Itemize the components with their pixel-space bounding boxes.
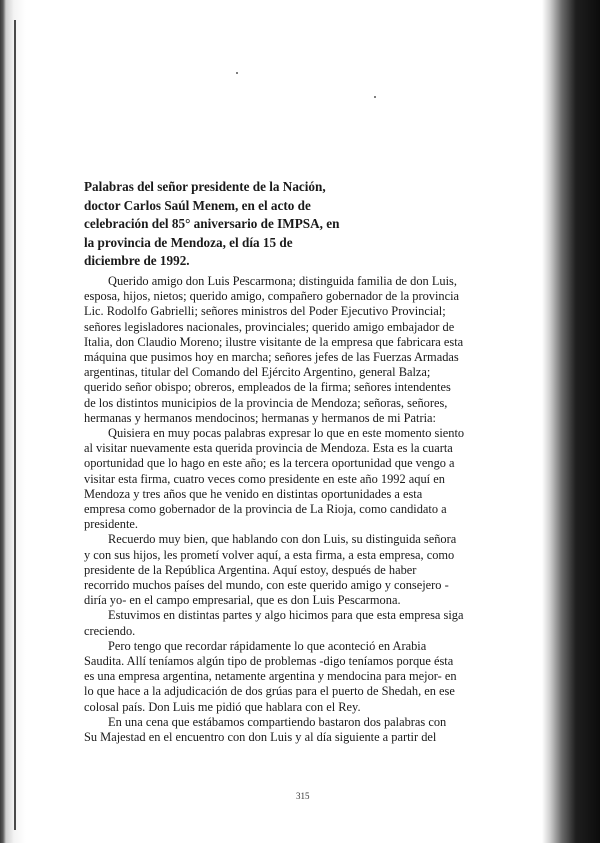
heading-line: celebración del 85° aniversario de IMPSA, en [84, 216, 340, 232]
body-line: Lic. Rodolfo Gabrielli; señores ministros del Poder Ejecutivo Provincial; [84, 304, 446, 319]
body-line: querido señor obispo; obreros, empleados de la firma; señores intendentes [84, 380, 451, 395]
body-line: Querido amigo don Luis Pescarmona; distinguida familia de don Luis, [108, 274, 457, 288]
body-line: visitar esta firma, cuatro veces como presidente en este año 1992 aquí en [84, 471, 445, 486]
body-line: es una empresa argentina, netamente argentina y mendocina para mejor- en [84, 669, 457, 684]
body-line: presidente. [84, 517, 139, 532]
body-line: de los distintos municipios de la provincia de Mendoza; señoras, señores, [84, 395, 448, 410]
body-line: recorrido muchos países del mundo, con este querido amigo y consejero - [84, 578, 449, 593]
body-line: Italia, don Claudio Moreno; ilustre visitante de la empresa que fabricara esta [84, 334, 464, 349]
heading-line: Palabras del señor presidente de la Nación, [84, 179, 326, 194]
body-line: Estuvimos en distintas partes y algo hicimos para que esta empresa siga [108, 608, 464, 623]
body-line: Mendoza y tres años que he venido en distintas oportunidades a esta [84, 486, 423, 501]
body-line: esposa, hijos, nietos; querido amigo, compañero gobernador de la provincia [84, 289, 460, 304]
body-line: colosal país. Don Luis me pidió que hablara con el Rey. [84, 699, 361, 714]
page-number: 315 [296, 791, 310, 801]
body-line: hermanas y hermanos mendocinos; hermanas y hermanos de mi Patria: [84, 410, 437, 425]
body-line: lo que hace a la adjudicación de dos grúas para el puerto de Shedah, en ese [84, 684, 455, 699]
body-line: diría yo- en el campo empresarial, que es don Luis Pescarmona. [84, 593, 401, 608]
body-line: máquina que pusimos hoy en marcha; señores jefes de las Fuerzas Armadas [84, 350, 459, 365]
body-line: argentinas, titular del Comando del Ejército Argentino, general Balza; [84, 365, 431, 380]
heading-line: diciembre de 1992. [84, 253, 190, 269]
body-line: señores legisladores nacionales, provinciales; querido amigo embajador de [84, 319, 455, 334]
body-line: presidente de la República Argentina. Aquí estoy, después de haber [84, 562, 417, 577]
body-line: empresa como gobernador de la provincia de La Rioja, como candidato a [84, 502, 447, 517]
body-line: oportunidad que lo hago en este año; es la tercera oportunidad que vengo a [84, 456, 455, 471]
body-line: En una cena que estábamos compartiendo bastaron dos palabras con [108, 714, 447, 729]
body-line: Saudita. Allí teníamos algún tipo de problemas -digo teníamos porque ésta [84, 654, 454, 669]
body-line: al visitar nuevamente esta querida provincia de Mendoza. Esta es la cuarta [84, 441, 453, 456]
body-line: Recuerdo muy bien, que hablando con don Luis, su distinguida señora [108, 532, 457, 547]
heading-line: doctor Carlos Saúl Menem, en el acto de [84, 197, 311, 213]
scan-speck [236, 72, 238, 74]
body-line: Pero tengo que recordar rápidamente lo que aconteció en Arabia [108, 638, 427, 653]
body-line: Quisiera en muy pocas palabras expresar lo que en este momento siento [108, 426, 465, 441]
scan-left-binding-line [14, 20, 16, 830]
speech-body [84, 274, 524, 745]
heading-line: la provincia de Mendoza, el día 15 de [84, 234, 293, 250]
scan-left-edge [0, 0, 26, 843]
body-line: y con sus hijos, les prometí volver aquí, a esta firma, a esta empresa, como [84, 547, 455, 562]
scan-speck [374, 96, 376, 98]
body-line: creciendo. [84, 623, 136, 638]
scan-right-shadow [542, 0, 600, 843]
speech-heading [84, 178, 344, 271]
body-line: Su Majestad en el encuentro con don Luis y al día siguiente a partir del [84, 730, 437, 745]
